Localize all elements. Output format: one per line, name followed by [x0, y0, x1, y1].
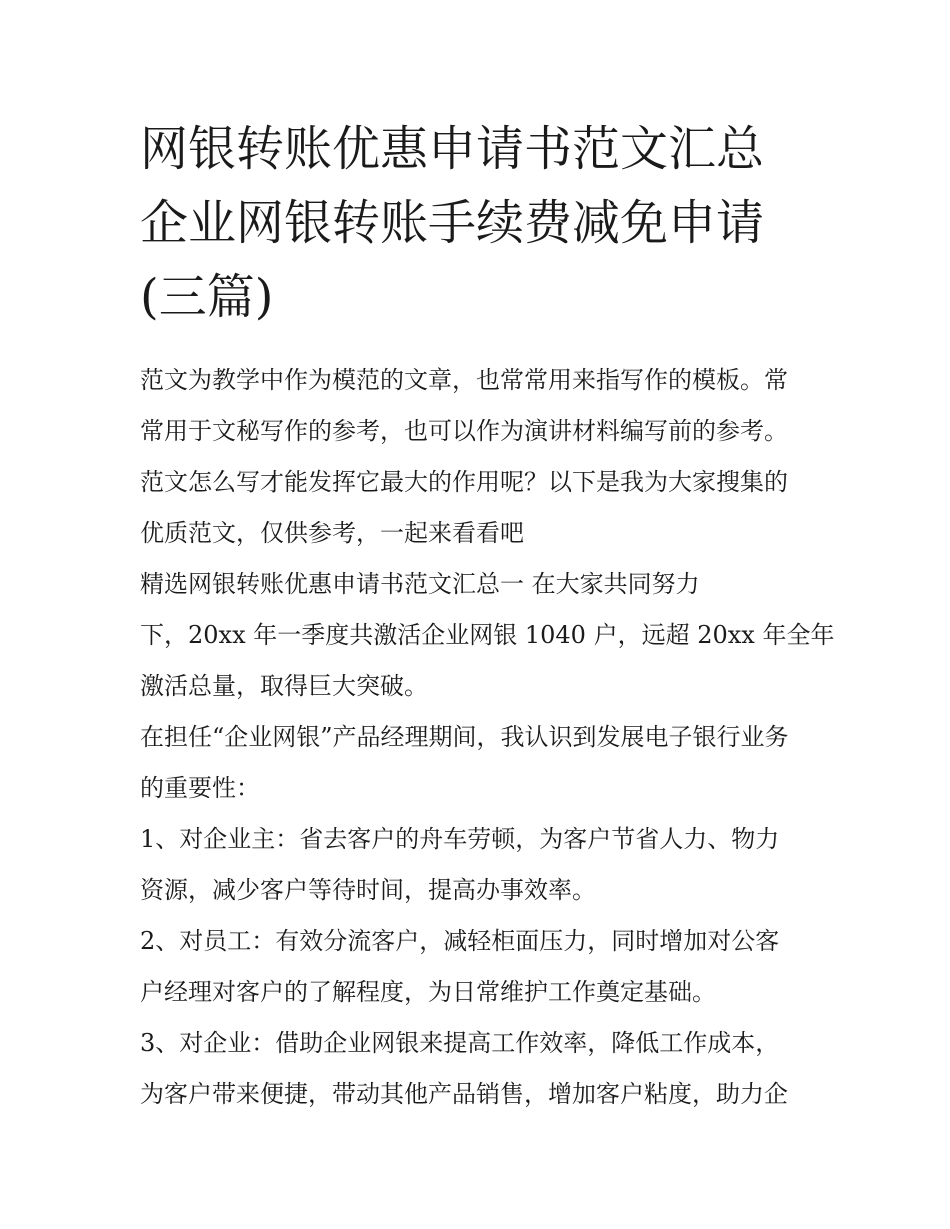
body-text-line: 为客户带来便捷，带动其他产品销售，增加客户粘度，助力企 [140, 1080, 788, 1108]
body-text-line: 常用于文秘写作的参考，也可以作为演讲材料编写前的参考。 [140, 417, 788, 445]
body-text-line: 资源，减少客户等待时间，提高办事效率。 [140, 876, 596, 904]
body-text-line: 激活总量，取得巨大突破。 [140, 672, 428, 700]
body-text-line: 范文怎么写才能发挥它最大的作用呢？以下是我为大家搜集的 [140, 468, 788, 496]
body-text-line: 范文为教学中作为模范的文章，也常常用来指写作的模板。常 [140, 366, 788, 394]
body-text-line: 3、对企业：借助企业网银来提高工作效率，降低工作成本， [140, 1029, 780, 1057]
document-title [140, 112, 820, 334]
title-line: 网银转账优惠申请书范文汇总 [140, 121, 765, 177]
document-body [140, 355, 835, 1120]
body-text-line: 1、对企业主：省去客户的舟车劳顿，为客户节省人力、物力 [140, 825, 780, 853]
body-text-line: 的重要性： [140, 774, 260, 802]
title-line: (三篇) [140, 269, 274, 325]
body-text-line: 下，20xx 年一季度共激活企业网银 1040 户，远超 20xx 年全年 [140, 621, 835, 649]
title-line: 企业网银转账手续费减免申请 [140, 195, 765, 251]
body-text-line: 精选网银转账优惠申请书范文汇总一 在大家共同努力 [140, 570, 700, 598]
body-text-line: 户经理对客户的了解程度，为日常维护工作奠定基础。 [140, 978, 716, 1006]
body-text-line: 优质范文，仅供参考，一起来看看吧 [140, 519, 524, 547]
body-text-line: 2、对员工：有效分流客户，减轻柜面压力，同时增加对公客 [140, 927, 780, 955]
body-text-line: 在担任“企业网银”产品经理期间，我认识到发展电子银行业务 [140, 723, 789, 751]
